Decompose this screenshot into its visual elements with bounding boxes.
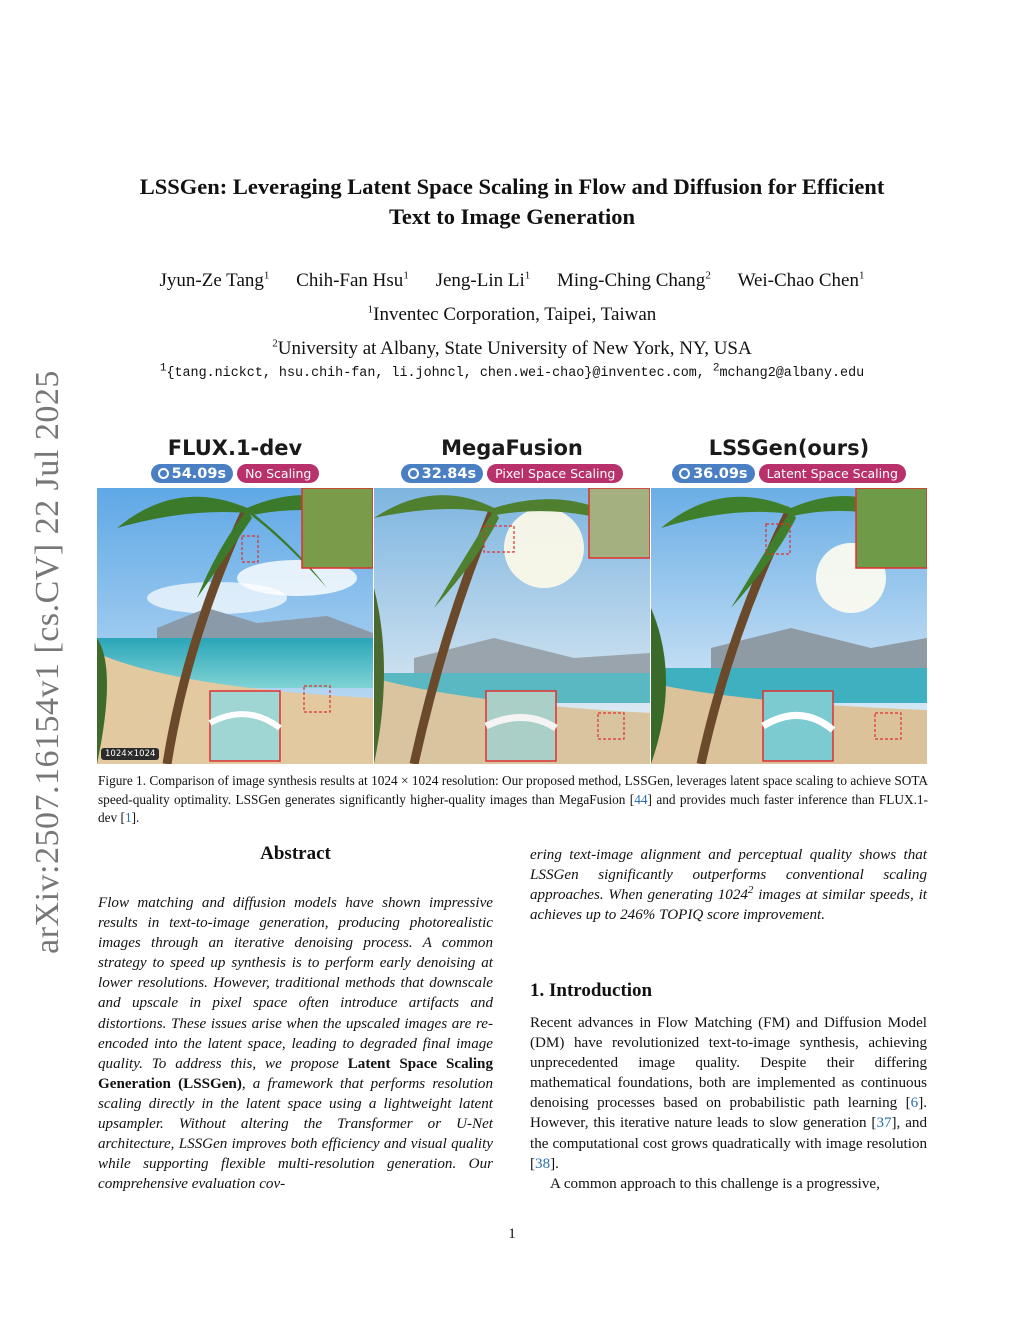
scaling-tag: Pixel Space Scaling	[487, 464, 623, 483]
email-line: $^1${tang.nickct, hsu.chih-fan, li.johncl, chen.wei-chao}@inventec.com, $^2$mchang2@albany.edu	[159, 362, 865, 381]
citation-link[interactable]: 38	[535, 1155, 551, 1172]
author: Jyun-Ze Tang$^1$	[159, 269, 270, 291]
scaling-tag: Latent Space Scaling	[759, 464, 906, 483]
abstract-text-right: ering text-image alignment and perceptual quality shows that LSSGen significantly outperforms conventional scaling approaches. When generating 1024$^2$ images at similar speeds, it achieves up to 246% TOPIQ score improvement.	[530, 847, 927, 924]
citation-link[interactable]: 1	[124, 810, 132, 825]
clock-icon	[158, 468, 169, 479]
method-header-flux	[97, 436, 373, 483]
method-name: LSSGen(ours)	[708, 436, 870, 460]
method-name-bold: Latent Space Scaling Generation (LSSGen)	[98, 1055, 494, 1092]
abstract-heading: Abstract	[260, 843, 331, 864]
arxiv-stamp: arXiv:2507.16154v1 [cs.CV] 22 Jul 2025	[29, 370, 66, 954]
scaling-tag: No Scaling	[237, 464, 319, 483]
figure-caption: Figure 1. Comparison of image synthesis results at 1024 × 1024 resolution: Our proposed method, LSSGen, leverages latent space scaling to achieve SOTA speed-quality optimality. LSSGen generates significantly higher-quality images than MegaFusion [44] and provides much faster inference than FLUX.1-dev [1].	[98, 773, 928, 825]
time-badge: 36.09s	[672, 464, 755, 483]
clock-icon	[408, 468, 419, 479]
method-name: FLUX.1-dev	[167, 436, 303, 460]
author: Wei-Chao Chen$^1$	[737, 269, 865, 291]
method-header-lssgen	[651, 436, 927, 483]
author-list	[90, 270, 934, 292]
time-badge: 32.84s	[401, 464, 484, 483]
time-badge: 54.09s	[151, 464, 234, 483]
beach-image-megafusion	[374, 488, 650, 764]
author: Chih-Fan Hsu$^1$	[296, 269, 409, 291]
method-header-megafusion	[374, 436, 650, 483]
affiliation-1: $^1$Inventec Corporation, Taipei, Taiwan	[367, 303, 657, 325]
citation-link[interactable]: 6	[910, 1095, 919, 1112]
title-line-1: LSSGen: Leveraging Latent Space Scaling in Flow and Diffusion for Efficient	[139, 174, 885, 199]
author: Ming-Ching Chang$^2$	[557, 269, 711, 291]
beach-image-lssgen	[651, 488, 927, 764]
intro-paragraph: Recent advances in Flow Matching (FM) and Diffusion Model (DM) have revolutionized text-to-image synthesis, achieving unprecedented image quality. Despite their differing mathematical foundations, both are implemented as continuous denoising processes based on probabilistic path learning [6]. However, this iterative nature leads to slow generation [37], and the computational cost grows quadratically with image resolution [38].	[530, 1015, 927, 1172]
intro-paragraph: A common approach to this challenge is a progressive,	[550, 1176, 880, 1192]
resolution-label: 1024×1024	[101, 748, 159, 760]
citation-link[interactable]: 37	[876, 1115, 892, 1132]
clock-icon	[679, 468, 690, 479]
beach-image-flux	[97, 488, 373, 764]
page-number: 1	[508, 1226, 516, 1242]
author: Jeng-Lin Li$^1$	[435, 269, 531, 291]
affiliation-2: $^2$University at Albany, State University of New York, NY, USA	[272, 337, 752, 359]
abstract-text-left: Flow matching and diffusion models have shown impressive results in text-to-image generation, producing photorealistic images through an iterative denoising process. A common strategy to speed up synthesis is to perform early denoising at lower resolutions. However, traditional methods that downscale and upscale in pixel space often introduce artifacts and distortions. These issues arise when the upscaled images are re-encoded into the latent space, leading to degraded final image quality. To address this, we propose Latent Space Scaling Generation (LSSGen), a framework that performs resolution scaling directly in the latent space using a lightweight latent upsampler. Without altering the Transformer or U-Net architecture, LSSGen improves both efficiency and visual quality while supporting flexible multi-resolution generation. Our comprehensive evaluation cov-	[98, 895, 494, 1193]
method-name: MegaFusion	[441, 436, 583, 460]
title-line-2: Text to Image Generation	[388, 204, 635, 229]
section-heading-introduction: 1. Introduction	[530, 980, 653, 1001]
paper-title	[90, 172, 934, 232]
citation-link[interactable]: 44	[634, 791, 648, 807]
